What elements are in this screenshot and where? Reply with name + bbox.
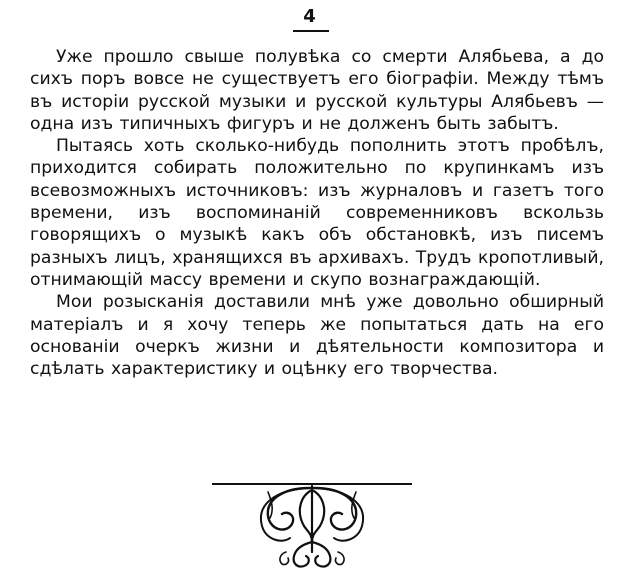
body-text	[30, 46, 604, 380]
paragraph-2: Пытаясь хоть сколько-нибудь пополнить этотъ пробѣлъ, приходится собирать положительно по крупинкамъ изъ всевозможныхъ источниковъ: изъ журналовъ и газетъ того времени, изъ воспоминаній современниковъ вскользь говорящихъ о музыкѣ какъ объ обстановкѣ, изъ писемъ разныхъ лицъ, хранящихся въ архивахъ. Трудъ кропотливый, отнимающій массу времени и скупо вознаграждающій.	[30, 136, 604, 290]
art-nouveau-floral-ornament-icon	[212, 482, 412, 572]
page-number-rule	[293, 30, 329, 32]
page-number: 4	[303, 6, 317, 27]
paragraph-1: Уже прошло свыше полувѣка со смерти Алябьева, а до сихъ поръ вовсе не существуетъ его біографіи. Между тѣмъ въ исторіи русской музыки и русской культуры Алябьевъ — одна изъ типичныхъ фигуръ и не долженъ быть забытъ.	[30, 47, 604, 134]
paragraph-3: Мои розысканія доставили мнѣ уже довольно обширный матеріалъ и я хочу теперь же попытаться дать на его основаніи очеркъ жизни и дѣятельности композитора и сдѣлать характеристику и оцѣнку его творчества.	[30, 292, 604, 380]
